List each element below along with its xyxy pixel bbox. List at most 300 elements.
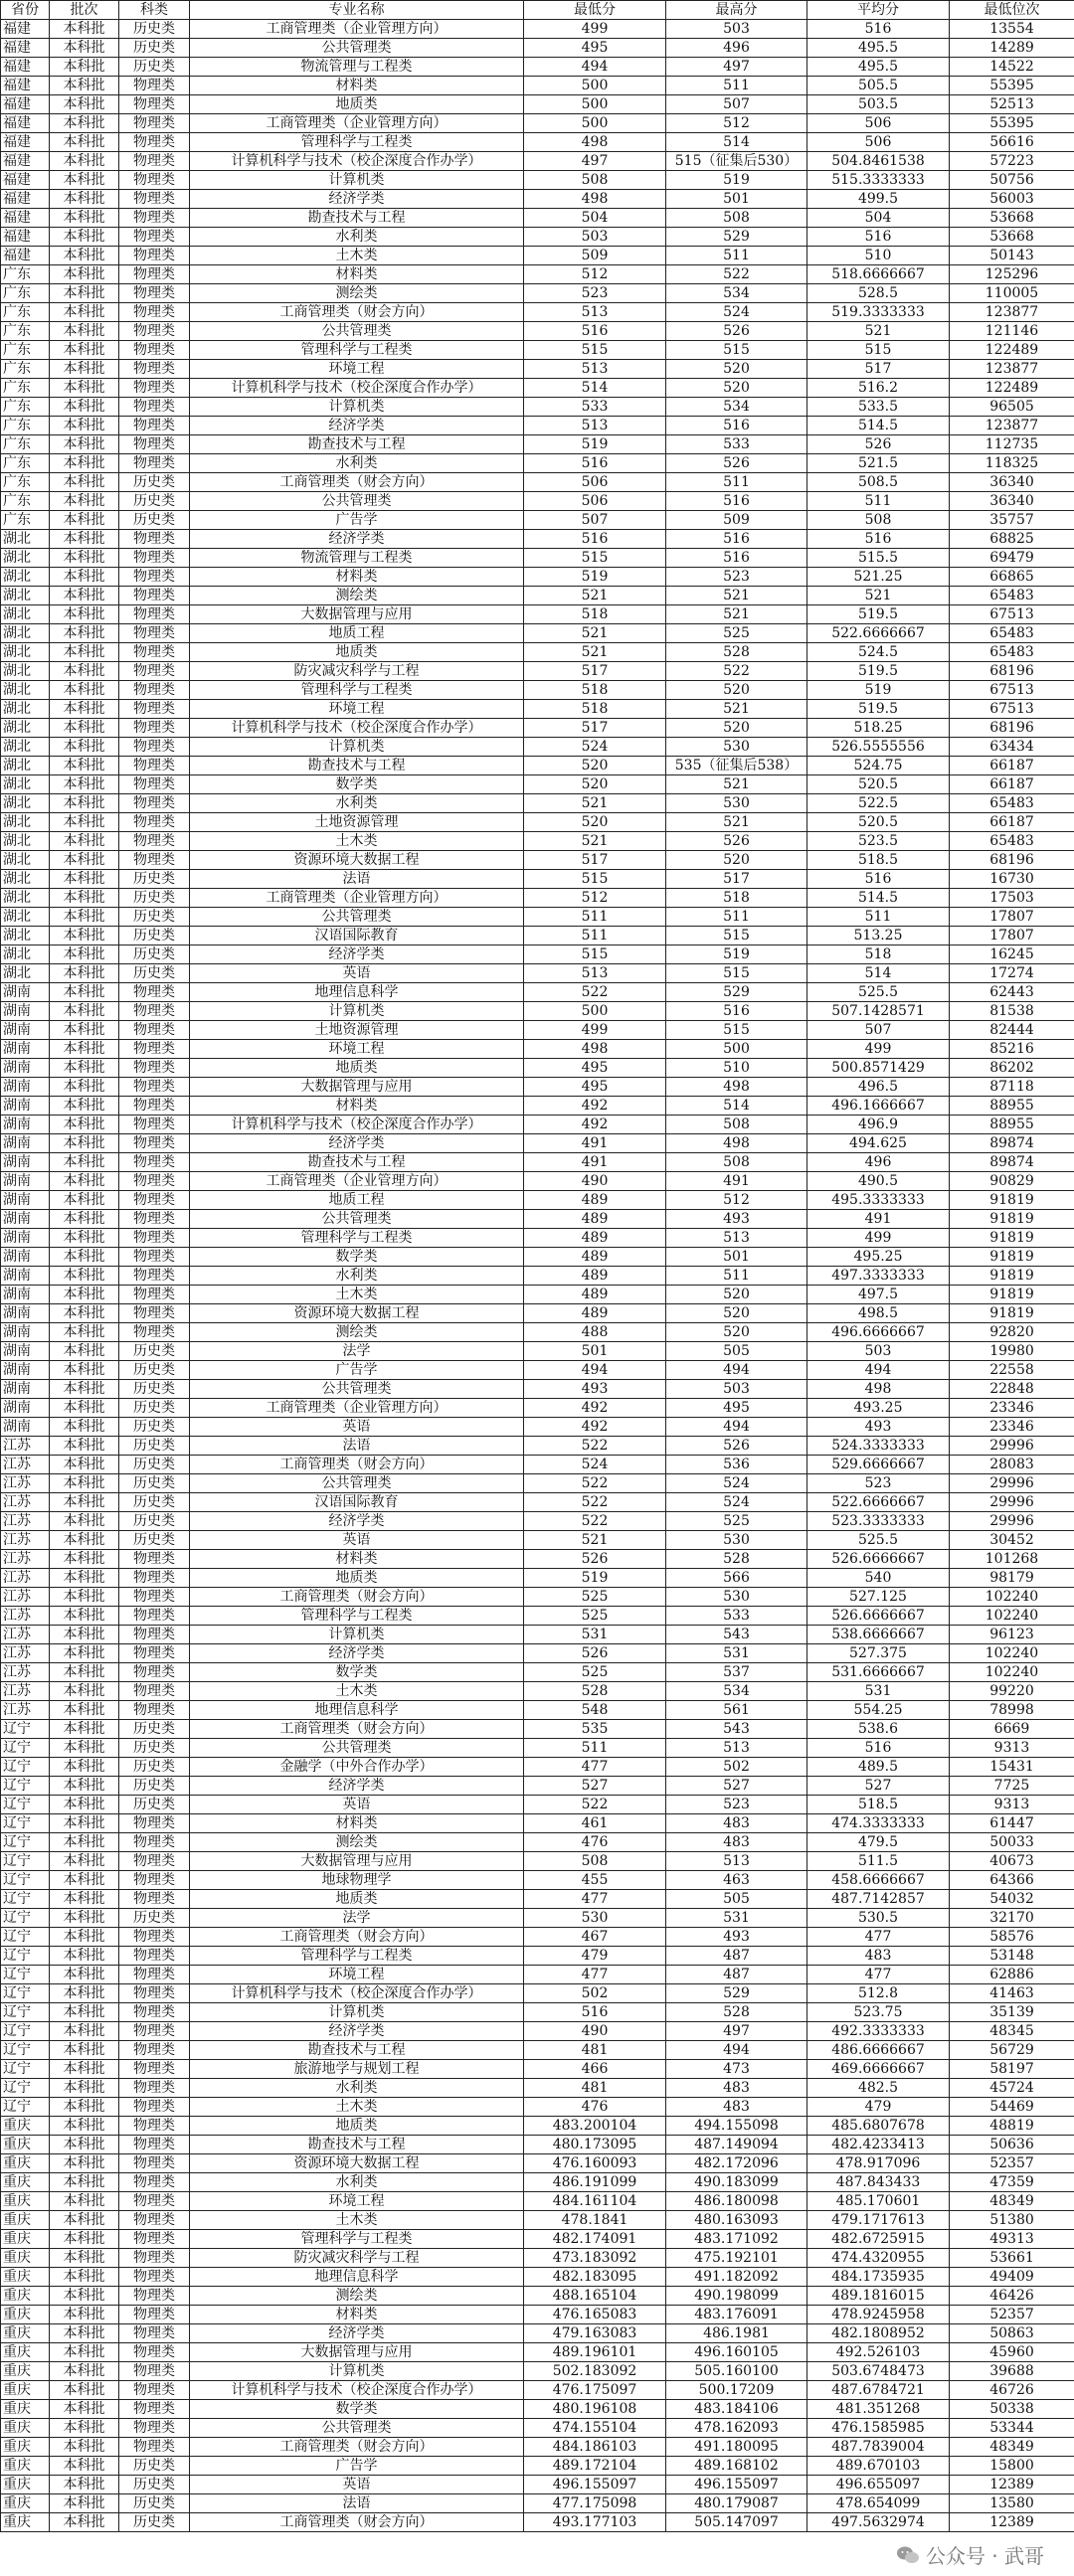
cell-max-score: 482.172096: [666, 2154, 807, 2173]
cell-province: 重庆: [1, 2419, 50, 2438]
cell-province: 重庆: [1, 2400, 50, 2419]
cell-min-score: 488: [524, 1323, 666, 1342]
cell-avg-score: 510: [807, 247, 950, 265]
cell-max-score: 495: [666, 1399, 807, 1418]
cell-province: 福建: [1, 133, 50, 152]
cell-max-score: 501: [666, 1248, 807, 1267]
cell-batch: 本科批: [50, 2381, 119, 2400]
cell-max-score: 523: [666, 568, 807, 587]
cell-batch: 本科批: [50, 2230, 119, 2249]
cell-major: 法语: [190, 870, 524, 889]
cell-max-score: 511: [666, 247, 807, 265]
cell-major: 广告学: [190, 511, 524, 530]
cell-batch: 本科批: [50, 2457, 119, 2476]
cell-min-score: 519: [524, 568, 666, 587]
cell-major: 土木类: [190, 1286, 524, 1304]
cell-major: 测绘类: [190, 587, 524, 605]
cell-min-rank: 65483: [950, 587, 1074, 605]
table-row: [1, 2230, 1074, 2249]
table-row: [1, 1286, 1074, 1304]
cell-batch: 本科批: [50, 1191, 119, 1210]
cell-min-score: 513: [524, 417, 666, 435]
cell-min-rank: 85216: [950, 1040, 1074, 1059]
cell-max-score: 487: [666, 1947, 807, 1966]
cell-avg-score: 533.5: [807, 398, 950, 417]
cell-avg-score: 515: [807, 341, 950, 360]
cell-avg-score: 485.6807678: [807, 2117, 950, 2136]
cell-max-score: 524: [666, 1493, 807, 1512]
cell-major: 工商管理类（财会方向）: [190, 1720, 524, 1739]
cell-max-score: 487: [666, 1966, 807, 1984]
table-row: [1, 870, 1074, 889]
cell-avg-score: 511: [807, 908, 950, 927]
cell-avg-score: 487.7142857: [807, 1890, 950, 1909]
cell-max-score: 487.149094: [666, 2136, 807, 2154]
cell-category: 物理类: [119, 95, 190, 114]
table-row: [1, 1852, 1074, 1871]
cell-min-rank: 56729: [950, 2041, 1074, 2060]
cell-max-score: 526: [666, 454, 807, 473]
cell-min-score: 518: [524, 605, 666, 624]
cell-batch: 本科批: [50, 1286, 119, 1304]
cell-min-score: 489: [524, 1248, 666, 1267]
cell-province: 福建: [1, 190, 50, 209]
cell-max-score: 508: [666, 209, 807, 228]
cell-avg-score: 531.6666667: [807, 1663, 950, 1682]
cell-province: 广东: [1, 398, 50, 417]
cell-major: 计算机科学与技术（校企深度合作办学）: [190, 719, 524, 738]
table-row: [1, 77, 1074, 95]
cell-max-score: 483: [666, 2079, 807, 2098]
cell-max-score: 529: [666, 228, 807, 247]
cell-batch: 本科批: [50, 77, 119, 95]
cell-batch: 本科批: [50, 2438, 119, 2457]
cell-max-score: 529: [666, 1984, 807, 2003]
cell-min-rank: 50338: [950, 2400, 1074, 2419]
cell-min-rank: 91819: [950, 1304, 1074, 1323]
cell-min-score: 490: [524, 2022, 666, 2041]
cell-min-rank: 57223: [950, 152, 1074, 171]
cell-category: 物理类: [119, 435, 190, 454]
table-row: [1, 2362, 1074, 2381]
cell-max-score: 529: [666, 983, 807, 1002]
cell-max-score: 561: [666, 1701, 807, 1720]
cell-province: 湖南: [1, 1021, 50, 1040]
cell-province: 重庆: [1, 2438, 50, 2457]
cell-min-rank: 122489: [950, 341, 1074, 360]
cell-category: 物理类: [119, 2343, 190, 2362]
cell-province: 湖北: [1, 775, 50, 794]
cell-max-score: 543: [666, 1720, 807, 1739]
cell-avg-score: 497.3333333: [807, 1267, 950, 1286]
cell-min-score: 530: [524, 1909, 666, 1928]
cell-avg-score: 514: [807, 964, 950, 983]
cell-avg-score: 519.5: [807, 662, 950, 681]
cell-min-rank: 66865: [950, 568, 1074, 587]
cell-min-rank: 36340: [950, 473, 1074, 492]
cell-major: 计算机科学与技术（校企深度合作办学）: [190, 1984, 524, 2003]
cell-category: 物理类: [119, 2022, 190, 2041]
cell-min-rank: 17807: [950, 908, 1074, 927]
cell-category: 物理类: [119, 1626, 190, 1644]
table-row: [1, 114, 1074, 133]
cell-avg-score: 503.5: [807, 95, 950, 114]
table-row: [1, 58, 1074, 77]
cell-category: 物理类: [119, 2400, 190, 2419]
table-row: [1, 1550, 1074, 1569]
cell-min-rank: 55395: [950, 77, 1074, 95]
cell-min-score: 492: [524, 1399, 666, 1418]
cell-batch: 本科批: [50, 2306, 119, 2324]
cell-min-score: 479: [524, 1947, 666, 1966]
table-row: [1, 1531, 1074, 1550]
cell-max-score: 525: [666, 1512, 807, 1531]
cell-major: 管理科学与工程类: [190, 341, 524, 360]
cell-min-score: 500: [524, 95, 666, 114]
cell-major: 大数据管理与应用: [190, 1852, 524, 1871]
cell-min-rank: 99220: [950, 1682, 1074, 1701]
table-row: [1, 2268, 1074, 2287]
cell-avg-score: 487.843433: [807, 2173, 950, 2192]
cell-category: 物理类: [119, 1191, 190, 1210]
table-row: [1, 2306, 1074, 2324]
cell-category: 物理类: [119, 2003, 190, 2022]
table-row: [1, 1909, 1074, 1928]
cell-category: 物理类: [119, 1210, 190, 1229]
cell-avg-score: 493: [807, 1418, 950, 1437]
cell-min-rank: 68196: [950, 662, 1074, 681]
cell-category: 物理类: [119, 1040, 190, 1059]
cell-min-score: 501: [524, 1342, 666, 1361]
cell-category: 物理类: [119, 851, 190, 870]
cell-min-score: 494: [524, 1361, 666, 1380]
cell-province: 湖北: [1, 643, 50, 662]
cell-max-score: 512: [666, 114, 807, 133]
cell-province: 江苏: [1, 1456, 50, 1474]
cell-min-rank: 61447: [950, 1814, 1074, 1833]
cell-batch: 本科批: [50, 1267, 119, 1286]
cell-max-score: 502: [666, 1758, 807, 1777]
table-row: [1, 1021, 1074, 1040]
cell-max-score: 511: [666, 77, 807, 95]
cell-min-rank: 52513: [950, 95, 1074, 114]
cell-batch: 本科批: [50, 2003, 119, 2022]
table-row: [1, 2476, 1074, 2494]
cell-category: 物理类: [119, 794, 190, 813]
cell-major: 经济学类: [190, 1644, 524, 1663]
cell-province: 广东: [1, 379, 50, 398]
cell-avg-score: 527.125: [807, 1588, 950, 1607]
table-row: [1, 1890, 1074, 1909]
cell-batch: 本科批: [50, 284, 119, 303]
cell-avg-score: 474.3333333: [807, 1814, 950, 1833]
cell-province: 江苏: [1, 1550, 50, 1569]
cell-avg-score: 504.8461538: [807, 152, 950, 171]
cell-avg-score: 515.3333333: [807, 171, 950, 190]
cell-min-rank: 64366: [950, 1871, 1074, 1890]
cell-min-score: 499: [524, 20, 666, 39]
table-row: [1, 284, 1074, 303]
cell-batch: 本科批: [50, 700, 119, 719]
cell-avg-score: 528.5: [807, 284, 950, 303]
cell-max-score: 566: [666, 1569, 807, 1588]
cell-major: 资源环境大数据工程: [190, 1304, 524, 1323]
cell-avg-score: 527: [807, 1777, 950, 1796]
cell-province: 湖南: [1, 1267, 50, 1286]
cell-batch: 本科批: [50, 511, 119, 530]
cell-max-score: 521: [666, 700, 807, 719]
cell-max-score: 497: [666, 58, 807, 77]
table-row: [1, 171, 1074, 190]
cell-province: 湖北: [1, 605, 50, 624]
cell-max-score: 507: [666, 95, 807, 114]
cell-min-rank: 65483: [950, 643, 1074, 662]
cell-avg-score: 516: [807, 530, 950, 549]
cell-category: 物理类: [119, 1550, 190, 1569]
cell-major: 勘查技术与工程: [190, 757, 524, 775]
cell-batch: 本科批: [50, 1493, 119, 1512]
cell-province: 湖北: [1, 700, 50, 719]
cell-batch: 本科批: [50, 870, 119, 889]
cell-batch: 本科批: [50, 1626, 119, 1644]
cell-category: 物理类: [119, 1304, 190, 1323]
cell-major: 工商管理类（财会方向）: [190, 2438, 524, 2457]
cell-major: 勘查技术与工程: [190, 2041, 524, 2060]
cell-avg-score: 492.526103: [807, 2343, 950, 2362]
cell-min-rank: 39688: [950, 2362, 1074, 2381]
table-row: [1, 133, 1074, 152]
cell-min-rank: 41463: [950, 1984, 1074, 2003]
cell-category: 历史类: [119, 2494, 190, 2513]
cell-batch: 本科批: [50, 2079, 119, 2098]
cell-category: 物理类: [119, 284, 190, 303]
cell-major: 工商管理类（财会方向）: [190, 473, 524, 492]
cell-province: 江苏: [1, 1437, 50, 1456]
cell-category: 物理类: [119, 1172, 190, 1191]
cell-avg-score: 520.5: [807, 813, 950, 832]
table-row: [1, 322, 1074, 341]
cell-max-score: 533: [666, 1607, 807, 1626]
cell-major: 地球物理学: [190, 1871, 524, 1890]
cell-avg-score: 478.9245958: [807, 2306, 950, 2324]
cell-category: 物理类: [119, 832, 190, 851]
cell-avg-score: 518.5: [807, 851, 950, 870]
cell-min-score: 521: [524, 624, 666, 643]
cell-major: 计算机类: [190, 1002, 524, 1021]
table-row: [1, 1456, 1074, 1474]
cell-min-score: 526: [524, 1644, 666, 1663]
cell-min-score: 514: [524, 379, 666, 398]
cell-province: 广东: [1, 265, 50, 284]
cell-min-rank: 91819: [950, 1210, 1074, 1229]
cell-min-score: 522: [524, 1512, 666, 1531]
cell-min-score: 525: [524, 1588, 666, 1607]
cell-category: 物理类: [119, 171, 190, 190]
cell-max-score: 516: [666, 417, 807, 435]
table-row: [1, 417, 1074, 435]
cell-max-score: 534: [666, 398, 807, 417]
table-row: [1, 832, 1074, 851]
cell-min-rank: 22848: [950, 1380, 1074, 1399]
table-row: [1, 2117, 1074, 2136]
cell-category: 物理类: [119, 2098, 190, 2117]
cell-avg-score: 522.6666667: [807, 624, 950, 643]
table-row: [1, 1002, 1074, 1021]
cell-major: 计算机类: [190, 2362, 524, 2381]
cell-major: 材料类: [190, 568, 524, 587]
cell-category: 物理类: [119, 1607, 190, 1626]
cell-avg-score: 554.25: [807, 1701, 950, 1720]
cell-min-score: 516: [524, 530, 666, 549]
cell-category: 物理类: [119, 2173, 190, 2192]
cell-major: 地质类: [190, 1569, 524, 1588]
cell-major: 地质类: [190, 1059, 524, 1078]
header-min-rank: 最低位次: [950, 1, 1074, 20]
cell-major: 金融学（中外合作办学）: [190, 1758, 524, 1777]
cell-avg-score: 479.1717613: [807, 2211, 950, 2230]
cell-province: 湖北: [1, 945, 50, 964]
cell-min-score: 521: [524, 794, 666, 813]
cell-min-score: 521: [524, 587, 666, 605]
cell-batch: 本科批: [50, 2136, 119, 2154]
cell-category: 物理类: [119, 1021, 190, 1040]
cell-avg-score: 497.5632974: [807, 2513, 950, 2532]
cell-min-rank: 112735: [950, 435, 1074, 454]
cell-category: 物理类: [119, 2438, 190, 2457]
cell-avg-score: 483: [807, 1947, 950, 1966]
cell-min-score: 480.196108: [524, 2400, 666, 2419]
cell-min-score: 499: [524, 1021, 666, 1040]
cell-major: 物流管理与工程类: [190, 58, 524, 77]
cell-avg-score: 504: [807, 209, 950, 228]
cell-max-score: 489.168102: [666, 2457, 807, 2476]
cell-max-score: 503: [666, 1380, 807, 1399]
table-row: [1, 1871, 1074, 1890]
cell-min-score: 524: [524, 738, 666, 757]
cell-max-score: 491.180095: [666, 2438, 807, 2457]
cell-min-rank: 51380: [950, 2211, 1074, 2230]
table-row: [1, 1380, 1074, 1399]
cell-avg-score: 482.1808952: [807, 2324, 950, 2343]
cell-province: 福建: [1, 114, 50, 133]
cell-min-rank: 15800: [950, 2457, 1074, 2476]
cell-min-rank: 47359: [950, 2173, 1074, 2192]
cell-avg-score: 531: [807, 1682, 950, 1701]
cell-major: 公共管理类: [190, 39, 524, 58]
cell-min-rank: 88955: [950, 1116, 1074, 1134]
table-row: [1, 2438, 1074, 2457]
cell-min-score: 522: [524, 1437, 666, 1456]
cell-category: 历史类: [119, 1796, 190, 1814]
cell-major: 英语: [190, 1796, 524, 1814]
cell-min-rank: 91819: [950, 1191, 1074, 1210]
cell-min-rank: 125296: [950, 265, 1074, 284]
cell-min-score: 455: [524, 1871, 666, 1890]
cell-province: 湖南: [1, 1380, 50, 1399]
cell-min-score: 548: [524, 1701, 666, 1720]
table-row: [1, 1777, 1074, 1796]
cell-major: 地质类: [190, 2117, 524, 2136]
cell-category: 物理类: [119, 738, 190, 757]
cell-batch: 本科批: [50, 1134, 119, 1153]
cell-major: 经济学类: [190, 1134, 524, 1153]
cell-avg-score: 498.5: [807, 1304, 950, 1323]
cell-batch: 本科批: [50, 1796, 119, 1814]
cell-max-score: 463: [666, 1871, 807, 1890]
cell-major: 汉语国际教育: [190, 927, 524, 945]
cell-category: 历史类: [119, 58, 190, 77]
cell-max-score: 490.198099: [666, 2287, 807, 2306]
cell-max-score: 510: [666, 1059, 807, 1078]
cell-category: 物理类: [119, 1644, 190, 1663]
cell-min-rank: 123877: [950, 417, 1074, 435]
cell-max-score: 500: [666, 1040, 807, 1059]
cell-min-score: 484.161104: [524, 2192, 666, 2211]
cell-min-rank: 16245: [950, 945, 1074, 964]
cell-category: 历史类: [119, 39, 190, 58]
cell-avg-score: 523.75: [807, 2003, 950, 2022]
cell-max-score: 498: [666, 1134, 807, 1153]
cell-avg-score: 506: [807, 133, 950, 152]
cell-province: 辽宁: [1, 2003, 50, 2022]
cell-max-score: 534: [666, 284, 807, 303]
cell-province: 湖北: [1, 530, 50, 549]
cell-category: 物理类: [119, 2362, 190, 2381]
cell-avg-score: 523.5: [807, 832, 950, 851]
cell-min-score: 516: [524, 322, 666, 341]
header-batch: 批次: [50, 1, 119, 20]
cell-min-score: 522: [524, 1493, 666, 1512]
table-row: [1, 473, 1074, 492]
cell-batch: 本科批: [50, 435, 119, 454]
cell-avg-score: 521: [807, 322, 950, 341]
cell-province: 重庆: [1, 2192, 50, 2211]
cell-category: 物理类: [119, 643, 190, 662]
cell-category: 历史类: [119, 1361, 190, 1380]
table-row: [1, 2060, 1074, 2079]
cell-avg-score: 524.75: [807, 757, 950, 775]
cell-min-score: 520: [524, 757, 666, 775]
cell-avg-score: 525.5: [807, 1531, 950, 1550]
cell-province: 湖南: [1, 1342, 50, 1361]
cell-province: 福建: [1, 171, 50, 190]
table-row: [1, 1040, 1074, 1059]
cell-province: 湖南: [1, 1116, 50, 1134]
cell-max-score: 483: [666, 1814, 807, 1833]
cell-batch: 本科批: [50, 2494, 119, 2513]
cell-min-score: 480.173095: [524, 2136, 666, 2154]
cell-province: 福建: [1, 39, 50, 58]
cell-category: 物理类: [119, 757, 190, 775]
cell-category: 物理类: [119, 1097, 190, 1116]
cell-max-score: 520: [666, 719, 807, 738]
cell-major: 防灾减灾科学与工程: [190, 2249, 524, 2268]
cell-major: 环境工程: [190, 1966, 524, 1984]
cell-batch: 本科批: [50, 1040, 119, 1059]
cell-major: 材料类: [190, 1097, 524, 1116]
cell-min-score: 476: [524, 2098, 666, 2117]
cell-min-rank: 29996: [950, 1512, 1074, 1531]
cell-province: 湖北: [1, 927, 50, 945]
cell-batch: 本科批: [50, 2362, 119, 2381]
cell-category: 物理类: [119, 2060, 190, 2079]
cell-min-score: 509: [524, 247, 666, 265]
table-row: [1, 643, 1074, 662]
cell-category: 物理类: [119, 1966, 190, 1984]
cell-min-score: 502.183092: [524, 2362, 666, 2381]
header-category: 科类: [119, 1, 190, 20]
cell-avg-score: 507: [807, 1021, 950, 1040]
